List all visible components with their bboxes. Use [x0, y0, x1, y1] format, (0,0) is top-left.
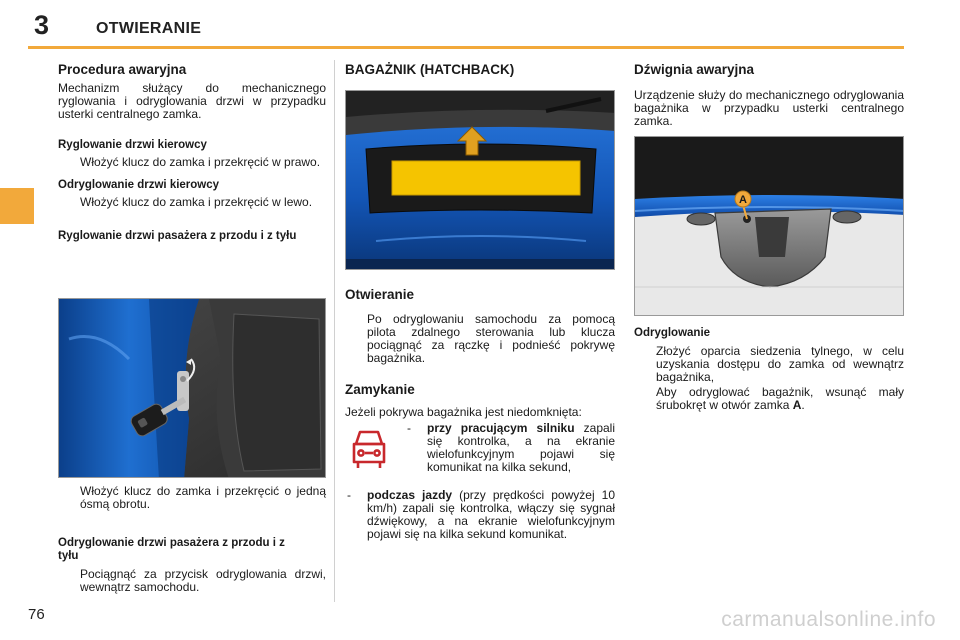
closing-title: Zamykanie: [345, 382, 415, 397]
closing-driving-item: - podczas jazdy (przy prędkości powyżej 10 km/h) zapali się kontrolka, włączy się sygnał dźwiękowy, a na ekranie wielofunkcyjnym pojawi się na kilka sekund komunikat.: [347, 488, 616, 541]
closing-engine-running-item: - przy pracującym silniku zapali się kontrolka, a na ekranie wielofunkcyjnym pojawi się komunikat na kilka sekund,: [407, 421, 615, 474]
unlock-item-1: Złożyć oparcia siedzenia tylnego, w celu uzyskania dostępu do zamka od wewnątrz bagażnika,: [656, 344, 904, 384]
car-boot-open-warning-icon: [349, 428, 389, 472]
trunk-latch-image: [634, 136, 904, 316]
left-column-lower: [58, 485, 326, 594]
passenger-lock-item: Włożyć klucz do zamka i przekręcić o jedną ósmą obrotu.: [80, 484, 326, 511]
header-rule: [28, 46, 904, 49]
passenger-lock-title: Ryglowanie drzwi pasażera z przodu i z tyłu: [58, 230, 297, 242]
watermark: carmanualsonline.info: [721, 608, 936, 631]
emergency-lever-title: Dźwignia awaryjna: [634, 62, 755, 77]
middle-column-lower: [345, 287, 615, 541]
chapter-title: OTWIERANIE: [96, 20, 202, 37]
right-column-lower: [634, 327, 904, 412]
driver-unlock-item: Włożyć klucz do zamka i przekręcić w lewo.: [80, 195, 313, 209]
unlock-item-2: Aby odryglować bagażnik, wsunąć mały śrubokręt w otwór zamka A.: [656, 385, 904, 412]
driver-lock-title: Ryglowanie drzwi kierowcy: [58, 139, 207, 151]
trunk-section-title: BAGAŻNIK (HATCHBACK): [345, 62, 515, 77]
closing-intro: Jeżeli pokrywa bagażnika jest niedomknięta:: [345, 405, 582, 419]
door-lock-key-image: [58, 298, 326, 478]
emergency-procedure-intro: Mechanizm służący do mechanicznego ryglowania i odryglowania drzwi w przypadku usterki centralnego zamka.: [58, 81, 326, 121]
page-number: 76: [28, 606, 45, 623]
chapter-number: 3: [34, 10, 50, 40]
driver-lock-item: Włożyć klucz do zamka i przekręcić w prawo.: [80, 155, 321, 169]
driver-unlock-title: Odryglowanie drzwi kierowcy: [58, 179, 220, 191]
middle-column: [345, 62, 615, 77]
emergency-procedure-title: Procedura awaryjna: [58, 62, 187, 77]
passenger-unlock-item: Pociągnąć za przycisk odryglowania drzwi, wewnątrz samochodu.: [80, 567, 326, 594]
right-column: [634, 62, 904, 128]
svg-text:A: A: [739, 194, 747, 206]
passenger-unlock-title: Odryglowanie drzwi pasażera z przodu i z tyłu: [58, 537, 285, 562]
emergency-lever-intro: Urządzenie służy do mechanicznego odryglowania bagażnika w przypadku usterki centralnego zamka.: [634, 88, 904, 128]
column-divider: [334, 60, 335, 602]
callout-a-badge: [735, 191, 751, 207]
opening-title: Otwieranie: [345, 287, 415, 302]
trunk-handle-image: [345, 90, 615, 270]
chapter-side-tab: [0, 188, 34, 224]
left-column: [58, 62, 326, 243]
closing-engine-running-block: [345, 422, 615, 488]
opening-item: Po odryglowaniu samochodu za pomocą pilota zdalnego sterowania lub klucza pociągnąć za rączkę i podnieść pokrywę bagażnika.: [367, 312, 615, 365]
unlock-title: Odryglowanie: [634, 327, 711, 339]
